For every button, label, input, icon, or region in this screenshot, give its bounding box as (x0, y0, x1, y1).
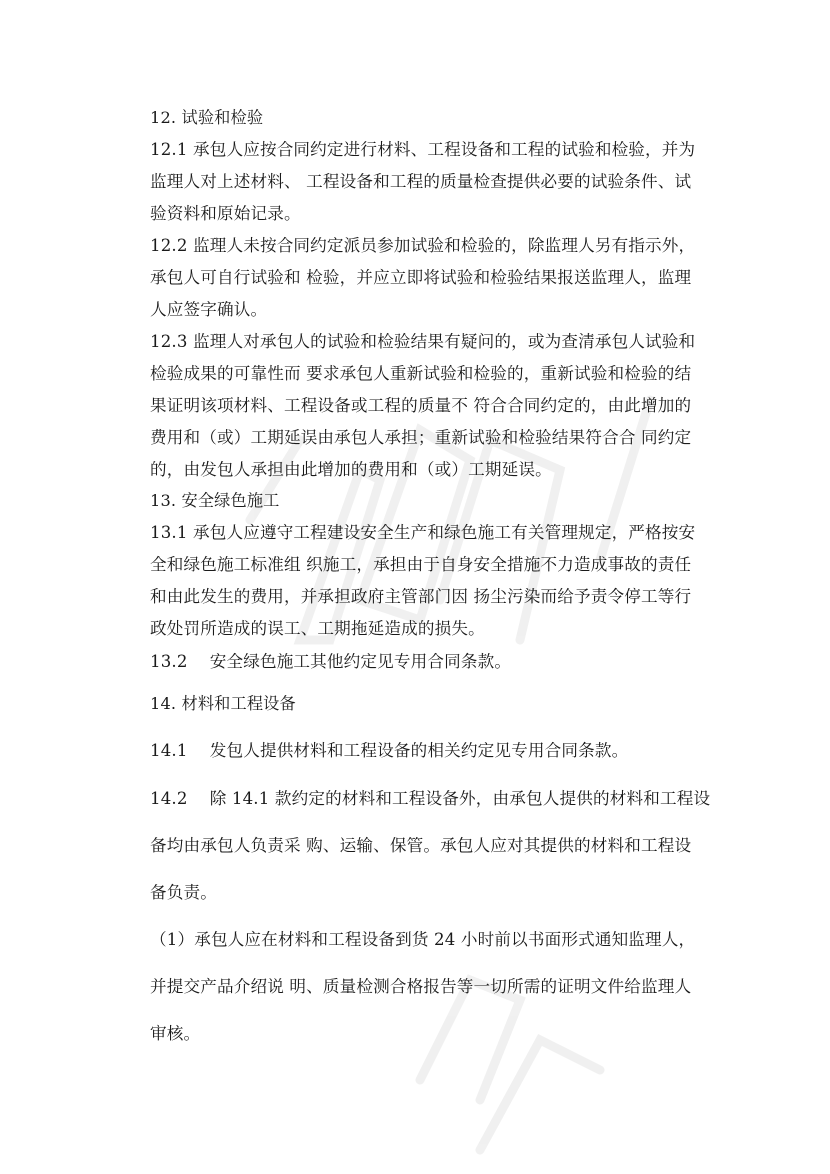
text-line: 并提交产品介绍说 明、质量检测合格报告等一切所需的证明文件给监理人 (150, 977, 692, 996)
text-line: 12.1 承包人应按合同约定进行材料、工程设备和工程的试验和检验，并为 (150, 140, 696, 159)
text-line: 费用和（或）工期延误由承包人承担；重新试验和检验结果符合合 同约定 (150, 428, 692, 447)
text-line: 13.1 承包人应遵守工程建设安全生产和绿色施工有关管理规定，严格按安 (150, 523, 696, 542)
text-line: 人应签字确认。 (150, 300, 268, 319)
text-line: 承包人可自行试验和 检验，并应立即将试验和检验结果报送监理人，监理 (150, 268, 692, 287)
section-14-heading: 14. 材料和工程设备 (150, 694, 296, 713)
text-line: 备负责。 (150, 883, 217, 902)
text-line: 全和绿色施工标准组 织施工，承担由于自身安全措施不力造成事故的责任 (150, 555, 692, 574)
text-line: 12.3 监理人对承包人的试验和检验结果有疑问的，或为查清承包人试验和 (150, 332, 696, 351)
text-line: 政处罚所造成的误工、工期拖延造成的损失。 (150, 619, 485, 638)
text-line: 14.2 除 14.1 款约定的材料和工程设备外，由承包人提供的材料和工程设 (150, 789, 711, 808)
section-12-heading: 12. 试验和检验 (150, 108, 264, 127)
text-line: 果证明该项材料、工程设备或工程的质量不 符合合同约定的，由此增加的 (150, 396, 692, 415)
text-line: 的，由发包人承担由此增加的费用和（或）工期延误。 (150, 460, 552, 479)
section-13-heading: 13. 安全绿色施工 (150, 491, 280, 510)
text-line: 14.1 发包人提供材料和工程设备的相关约定见专用合同条款。 (150, 741, 629, 760)
text-line: 验资料和原始记录。 (150, 204, 301, 223)
text-line: 和由此发生的费用，并承担政府主管部门因 扬尘污染而给予责令停工等行 (150, 587, 692, 606)
text-line: 备均由承包人负责采 购、运输、保管。承包人应对其提供的材料和工程设 (150, 836, 692, 855)
text-line: 12.2 监理人未按合同约定派员参加试验和检验的，除监理人另有指示外， (150, 236, 696, 255)
text-line: 检验成果的可靠性而 要求承包人重新试验和检验的，重新试验和检验的结 (150, 364, 692, 383)
text-line: 13.2 安全绿色施工其他约定见专用合同条款。 (150, 652, 512, 671)
text-line: 审核。 (150, 1024, 201, 1043)
text-line: 监理人对上述材料、 工程设备和工程的质量检查提供必要的试验条件、试 (150, 172, 692, 191)
text-line: （1）承包人应在材料和工程设备到货 24 小时前以书面形式通知监理人， (150, 930, 696, 949)
